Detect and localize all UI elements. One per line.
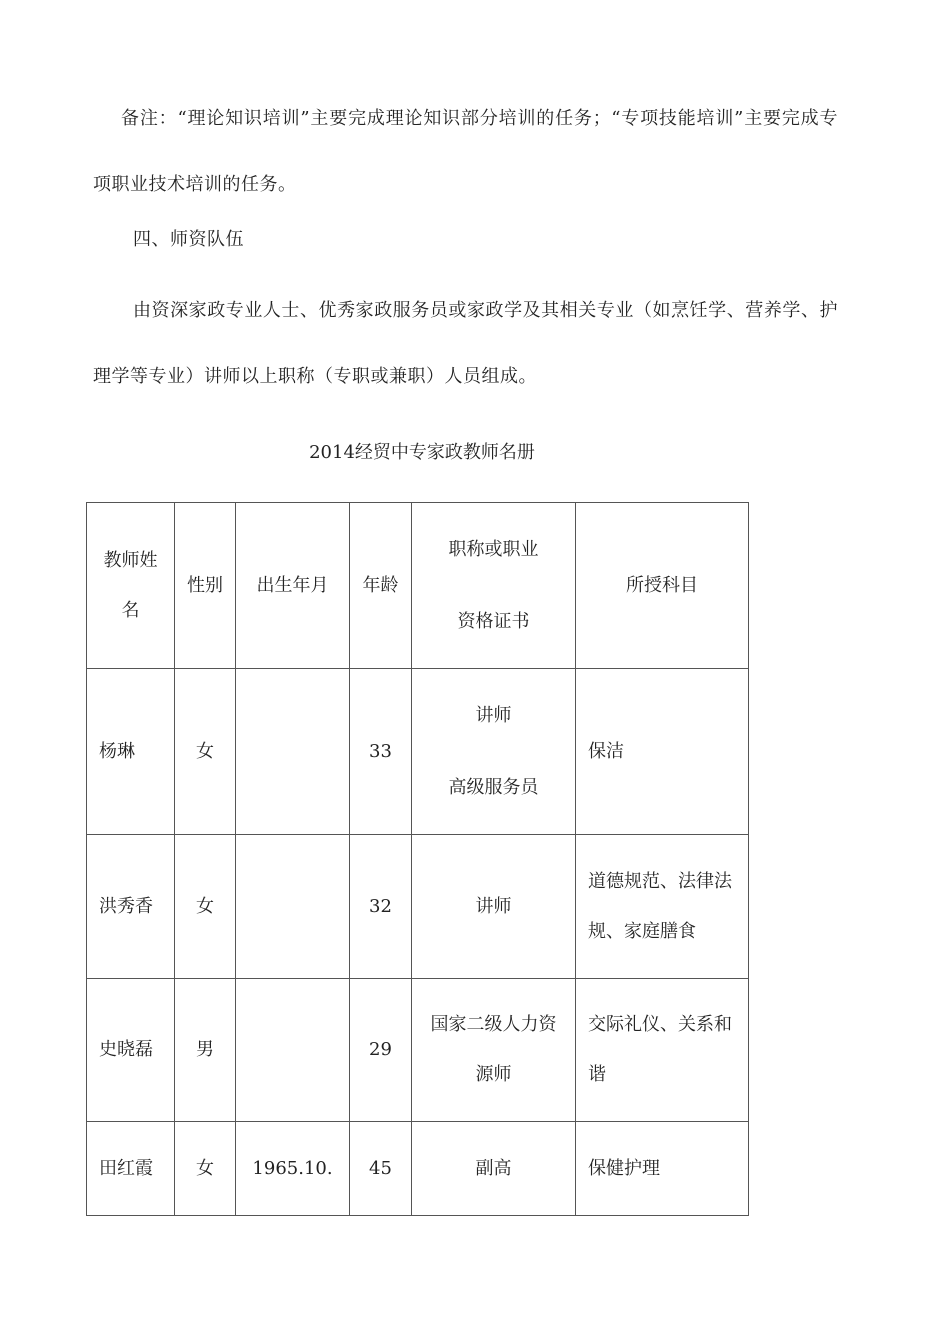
cell-subject: 保健护理 <box>576 1122 749 1216</box>
cell-cert: 国家二级人力资源师 <box>412 979 576 1122</box>
cell-age: 45 <box>350 1122 412 1216</box>
cell-birth <box>236 669 350 835</box>
header-name <box>87 503 175 669</box>
header-cert-line1: 职称或职业 <box>448 538 539 560</box>
cell-gender: 女 <box>175 669 236 835</box>
header-gender: 性别 <box>175 503 236 669</box>
cell-subject: 道德规范、法律法规、家庭膳食 <box>576 835 749 979</box>
cell-cert-line2: 高级服务员 <box>448 776 539 798</box>
table-title: 2014经贸中专家政教师名册 <box>309 442 535 463</box>
cell-name: 史晓磊 <box>87 979 175 1122</box>
header-birth: 出生年月 <box>236 503 350 669</box>
cell-cert <box>412 669 576 835</box>
cell-subject: 交际礼仪、关系和谐 <box>576 979 749 1122</box>
teacher-roster-table <box>86 502 749 1216</box>
cell-gender: 女 <box>175 835 236 979</box>
cell-birth <box>236 979 350 1122</box>
section-heading: 四、师资队伍 <box>133 229 244 250</box>
cell-birth <box>236 835 350 979</box>
note-paragraph: 备注：“理论知识培训”主要完成理论知识部分培训的任务；“专项技能培训”主要完成专项职业技术培训的任务。 <box>93 108 838 195</box>
cell-cert: 副高 <box>412 1122 576 1216</box>
cell-subject: 保洁 <box>576 669 749 835</box>
header-age: 年龄 <box>350 503 412 669</box>
cell-age: 33 <box>350 669 412 835</box>
table-row <box>87 669 749 835</box>
cell-name: 田红霞 <box>87 1122 175 1216</box>
cell-age: 29 <box>350 979 412 1122</box>
table-header-row <box>87 503 749 669</box>
header-cert <box>412 503 576 669</box>
cell-birth: 1965.10. <box>236 1122 350 1216</box>
cell-name: 杨琳 <box>87 669 175 835</box>
cell-gender: 女 <box>175 1122 236 1216</box>
faculty-description: 由资深家政专业人士、优秀家政服务员或家政学及其相关专业（如烹饪学、营养学、护理学等专业）讲师以上职称（专职或兼职）人员组成。 <box>93 300 838 387</box>
cell-cert-line1: 讲师 <box>475 704 512 726</box>
header-subject: 所授科目 <box>576 503 749 669</box>
cell-gender: 男 <box>175 979 236 1122</box>
table-row <box>87 979 749 1122</box>
header-cert-line2: 资格证书 <box>457 610 530 632</box>
cell-cert: 讲师 <box>412 835 576 979</box>
table-row <box>87 835 749 979</box>
cell-age: 32 <box>350 835 412 979</box>
header-name-label: 教师姓名 <box>103 549 158 621</box>
cell-name: 洪秀香 <box>87 835 175 979</box>
table-row <box>87 1122 749 1216</box>
